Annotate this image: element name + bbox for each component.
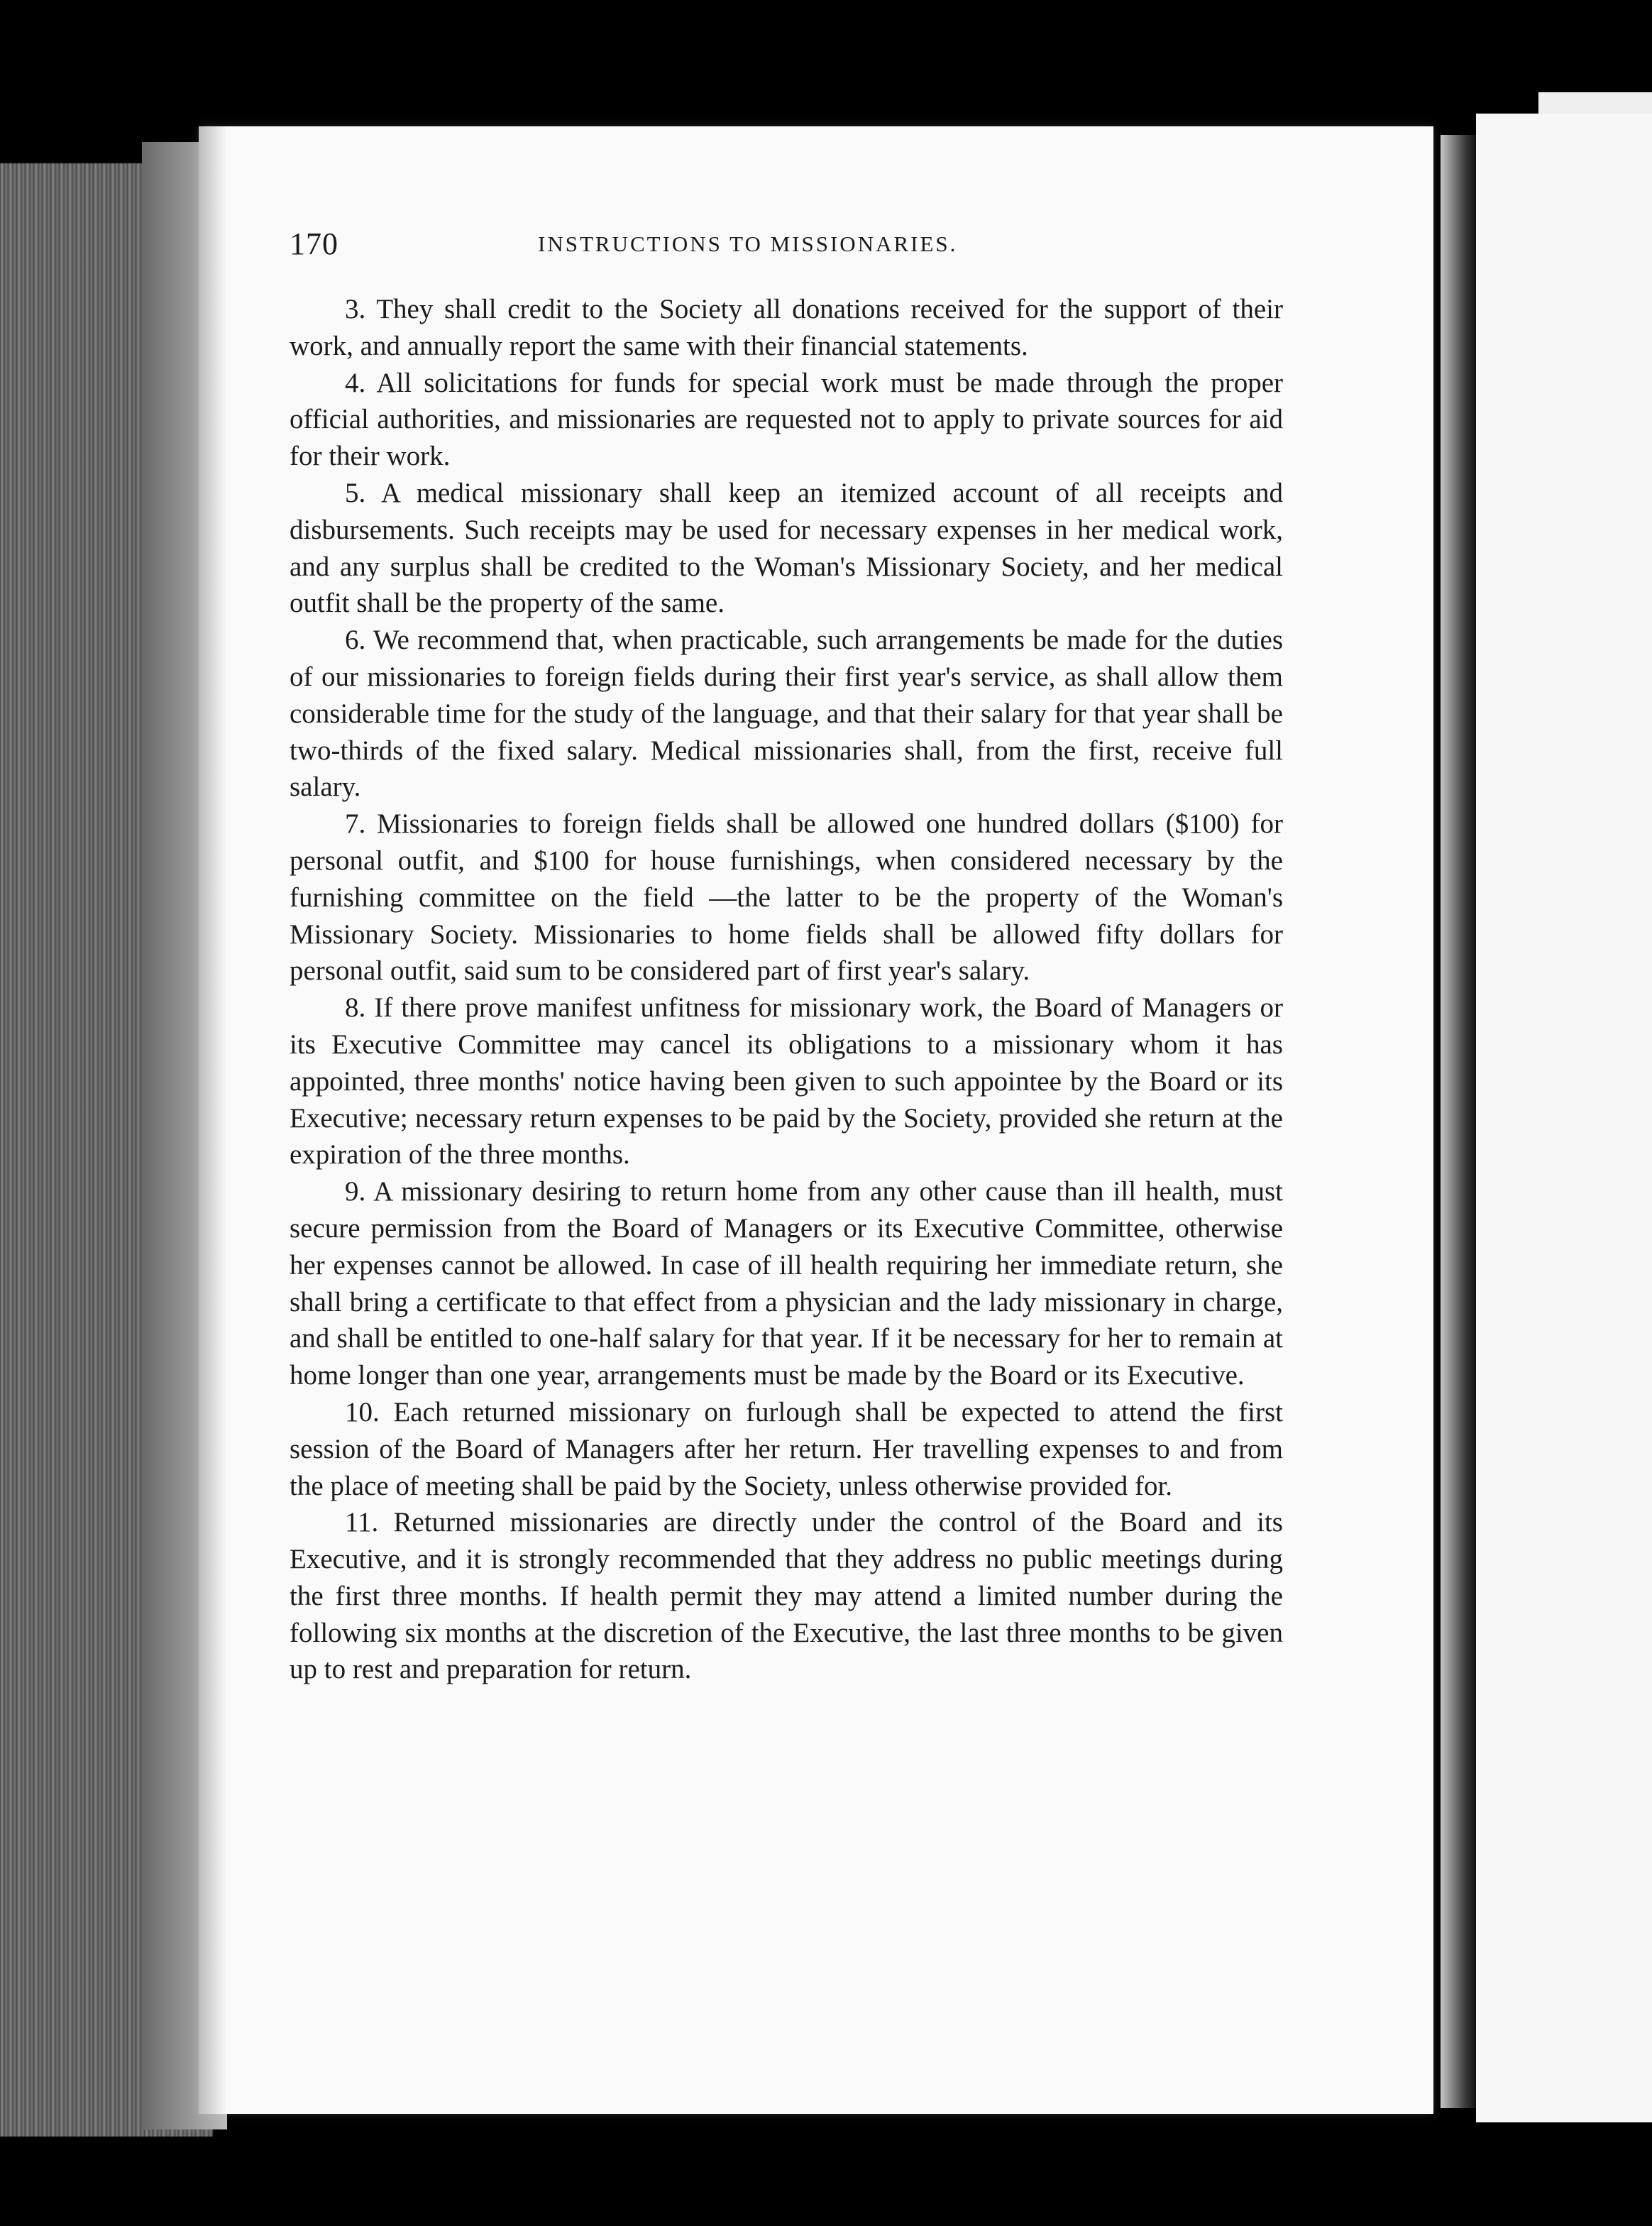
facing-page [1476, 114, 1652, 2122]
page-shadow [199, 126, 227, 2114]
paragraph-9: 9. A missionary desiring to return home from any other cause than ill health, must secure permission from the Board of Managers or its Executive Committee, otherwise her expenses cannot be allowed. In case of ill health requiring her immediate return, she shall bring a certificate to that effect from a physician and the lady missionary in charge, and shall be entitled to one-half salary for that year. If it be necessary for her to remain at home longer than one year, arrangements must be made by the Board or its Executive. [290, 1176, 1283, 1391]
paragraph-5: 5. A medical missionary shall keep an itemized account of all receipts and disbursements. Such receipts may be used for necessary expenses in her medical work, and any surplus shall be credited to the Woman's Missionary Society, and her medical outfit shall be the property of the same. [290, 477, 1283, 619]
running-head: INSTRUCTIONS TO MISSIONARIES. [538, 231, 958, 256]
paragraph-11: 11. Returned missionaries are directly under the control of the Board and its Executive, and it is strongly recommended that they address no public meetings during the first three months. If health permit they may attend a limited number during the following six months at the discretion of the Executive, the last three months to be given up to rest and preparation for return. [290, 1507, 1283, 1685]
paragraph-4: 4. All solicitations for funds for special work must be made through the proper official authorities, and missionaries are requested not to apply to private sources for aid for their work. [290, 367, 1283, 472]
paragraph-3: 3. They shall credit to the Society all donations received for the support of their work, and annually report the same with their financial statements. [290, 294, 1283, 361]
paragraph-8: 8. If there prove manifest unfitness for missionary work, the Board of Managers or its Executive Committee may cancel its obligations to a missionary whom it has appointed, three months' notice having been given to such appointee by the Board or its Executive; necessary return expenses to be paid by the Society, provided she return at the expiration of the three months. [290, 992, 1283, 1170]
paragraph-6: 6. We recommend that, when practicable, such arrangements be made for the duties of our missionaries to foreign fields during their first year's service, as shall allow them considerable time for the study of the language, and that their salary for that year shall be two-thirds of the fixed salary. Medical missionaries shall, from the first, receive full salary. [290, 625, 1283, 803]
book-binding-gutter [1441, 135, 1476, 2108]
body-text [290, 291, 1283, 1688]
paragraph-10: 10. Each returned missionary on furlough shall be expected to attend the first session of the Board of Managers after her return. Her travelling expenses to and from the place of meeting shall be paid by the Society, unless otherwise provided for. [290, 1396, 1283, 1501]
page-header [290, 226, 1397, 268]
paragraph-7: 7. Missionaries to foreign fields shall be allowed one hundred dollars ($100) for personal outfit, and $100 for house furnishings, when considered necessary by the furnishing committee on the field —the latter to be the property of the Woman's Missionary Society. Missionaries to home fields shall be allowed fifty dollars for personal outfit, said sum to be considered part of first year's salary. [290, 808, 1283, 987]
page-number: 170 [290, 226, 338, 261]
